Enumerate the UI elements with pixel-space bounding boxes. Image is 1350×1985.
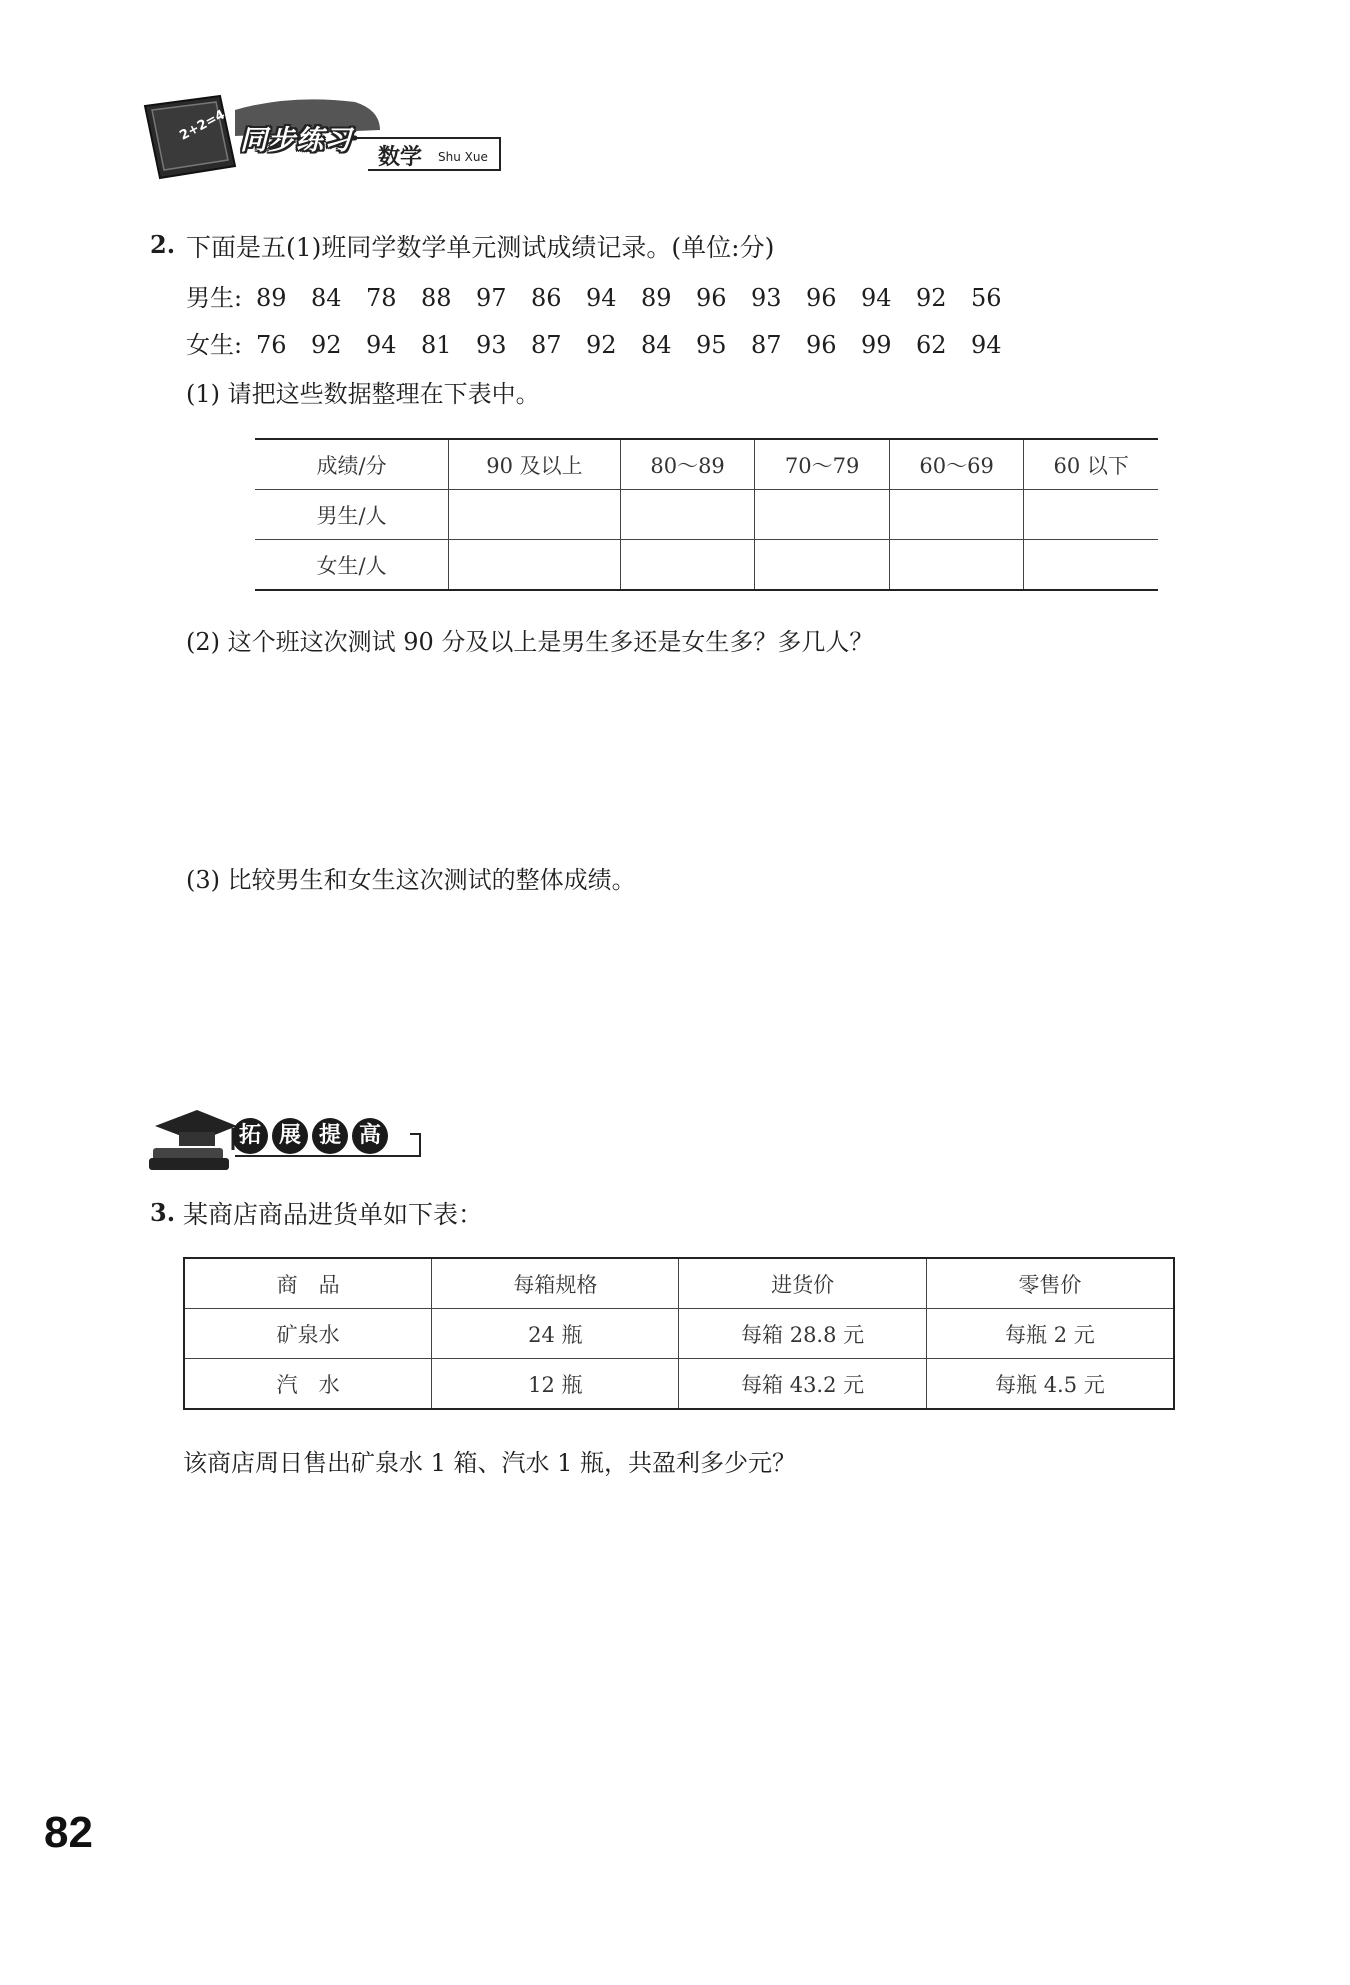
section-char: 高	[352, 1118, 388, 1154]
table-header-cell: 90 及以上	[449, 439, 621, 490]
answer-cell[interactable]	[889, 490, 1024, 540]
girls-scores-line	[186, 325, 1026, 360]
page-number: 82	[44, 1808, 93, 1857]
table-row	[255, 490, 1158, 540]
table-cell: 24 瓶	[432, 1309, 679, 1359]
table-row	[184, 1309, 1174, 1359]
question-2-part-2: (2) 这个班这次测试 90 分及以上是男生多还是女生多？多几人？	[186, 628, 874, 656]
header-title: 同步练习	[240, 125, 352, 156]
girls-label: 女生:	[186, 331, 243, 359]
score: 94	[971, 331, 1002, 359]
question-2-text: 下面是五(1)班同学数学单元测试成绩记录。(单位:分)	[186, 233, 775, 262]
score: 89	[256, 284, 287, 312]
section-char: 拓	[232, 1118, 268, 1154]
table-header-cell: 成绩/分	[255, 439, 449, 490]
score: 93	[476, 331, 507, 359]
header-subject: 数学	[378, 145, 423, 170]
question-2-number: 2.	[150, 230, 176, 259]
question-3-text: 某商店商品进货单如下表：	[183, 1200, 484, 1229]
table-row	[255, 540, 1158, 591]
table-cell: 每箱 43.2 元	[679, 1359, 926, 1410]
table-cell: 12 瓶	[432, 1359, 679, 1410]
boys-scores-line	[186, 278, 1026, 313]
boys-label: 男生:	[186, 284, 243, 312]
score: 87	[531, 331, 562, 359]
question-3-number: 3.	[150, 1198, 176, 1227]
score: 96	[696, 284, 727, 312]
table-header-row	[255, 439, 1158, 490]
question-3-ask: 该商店周日售出矿泉水 1 箱、汽水 1 瓶，共盈利多少元？	[183, 1449, 797, 1477]
score: 78	[366, 284, 397, 312]
score: 96	[806, 331, 837, 359]
purchase-table	[183, 1257, 1175, 1410]
table-cell: 每瓶 2 元	[926, 1309, 1174, 1359]
table-header-cell: 每箱规格	[432, 1258, 679, 1309]
score-table	[255, 438, 1158, 591]
score: 81	[421, 331, 452, 359]
table-cell: 每瓶 4.5 元	[926, 1359, 1174, 1410]
answer-cell[interactable]	[449, 490, 621, 540]
score: 94	[586, 284, 617, 312]
score: 96	[806, 284, 837, 312]
answer-cell[interactable]	[1024, 490, 1158, 540]
score: 87	[751, 331, 782, 359]
table-header-cell: 商 品	[184, 1258, 432, 1309]
table-header-cell: 60～69	[889, 439, 1024, 490]
table-header-cell: 80～89	[620, 439, 755, 490]
table-header-cell: 60 以下	[1024, 439, 1158, 490]
score: 86	[531, 284, 562, 312]
score: 94	[366, 331, 397, 359]
table-cell: 汽 水	[184, 1359, 432, 1410]
score: 56	[971, 284, 1002, 312]
table-cell: 每箱 28.8 元	[679, 1309, 926, 1359]
table-header-cell: 70～79	[755, 439, 890, 490]
score: 97	[476, 284, 507, 312]
score: 94	[861, 284, 892, 312]
answer-cell[interactable]	[620, 540, 755, 591]
table-row	[184, 1359, 1174, 1410]
score: 84	[311, 284, 342, 312]
table-cell: 矿泉水	[184, 1309, 432, 1359]
table-header-cell: 进货价	[679, 1258, 926, 1309]
row-label: 女生/人	[255, 540, 449, 591]
row-label: 男生/人	[255, 490, 449, 540]
score: 92	[916, 284, 947, 312]
score: 62	[916, 331, 947, 359]
section-char: 提	[312, 1118, 348, 1154]
section-badge	[145, 1098, 425, 1178]
table-header-cell: 零售价	[926, 1258, 1174, 1309]
answer-cell[interactable]	[620, 490, 755, 540]
score: 99	[861, 331, 892, 359]
table-header-row	[184, 1258, 1174, 1309]
question-2-part-3: (3) 比较男生和女生这次测试的整体成绩。	[186, 866, 636, 894]
score: 88	[421, 284, 452, 312]
score: 93	[751, 284, 782, 312]
answer-cell[interactable]	[449, 540, 621, 591]
header-badge	[140, 88, 510, 188]
question-2-part-1: (1) 请把这些数据整理在下表中。	[186, 380, 540, 408]
answer-cell[interactable]	[1024, 540, 1158, 591]
score: 95	[696, 331, 727, 359]
score: 92	[586, 331, 617, 359]
section-char: 展	[272, 1118, 308, 1154]
board-text: 2+2=4	[177, 107, 228, 144]
answer-cell[interactable]	[889, 540, 1024, 591]
score: 76	[256, 331, 287, 359]
answer-cell[interactable]	[755, 540, 890, 591]
score: 92	[311, 331, 342, 359]
header-pinyin: Shu Xue	[438, 150, 488, 164]
score: 89	[641, 284, 672, 312]
answer-cell[interactable]	[755, 490, 890, 540]
score: 84	[641, 331, 672, 359]
